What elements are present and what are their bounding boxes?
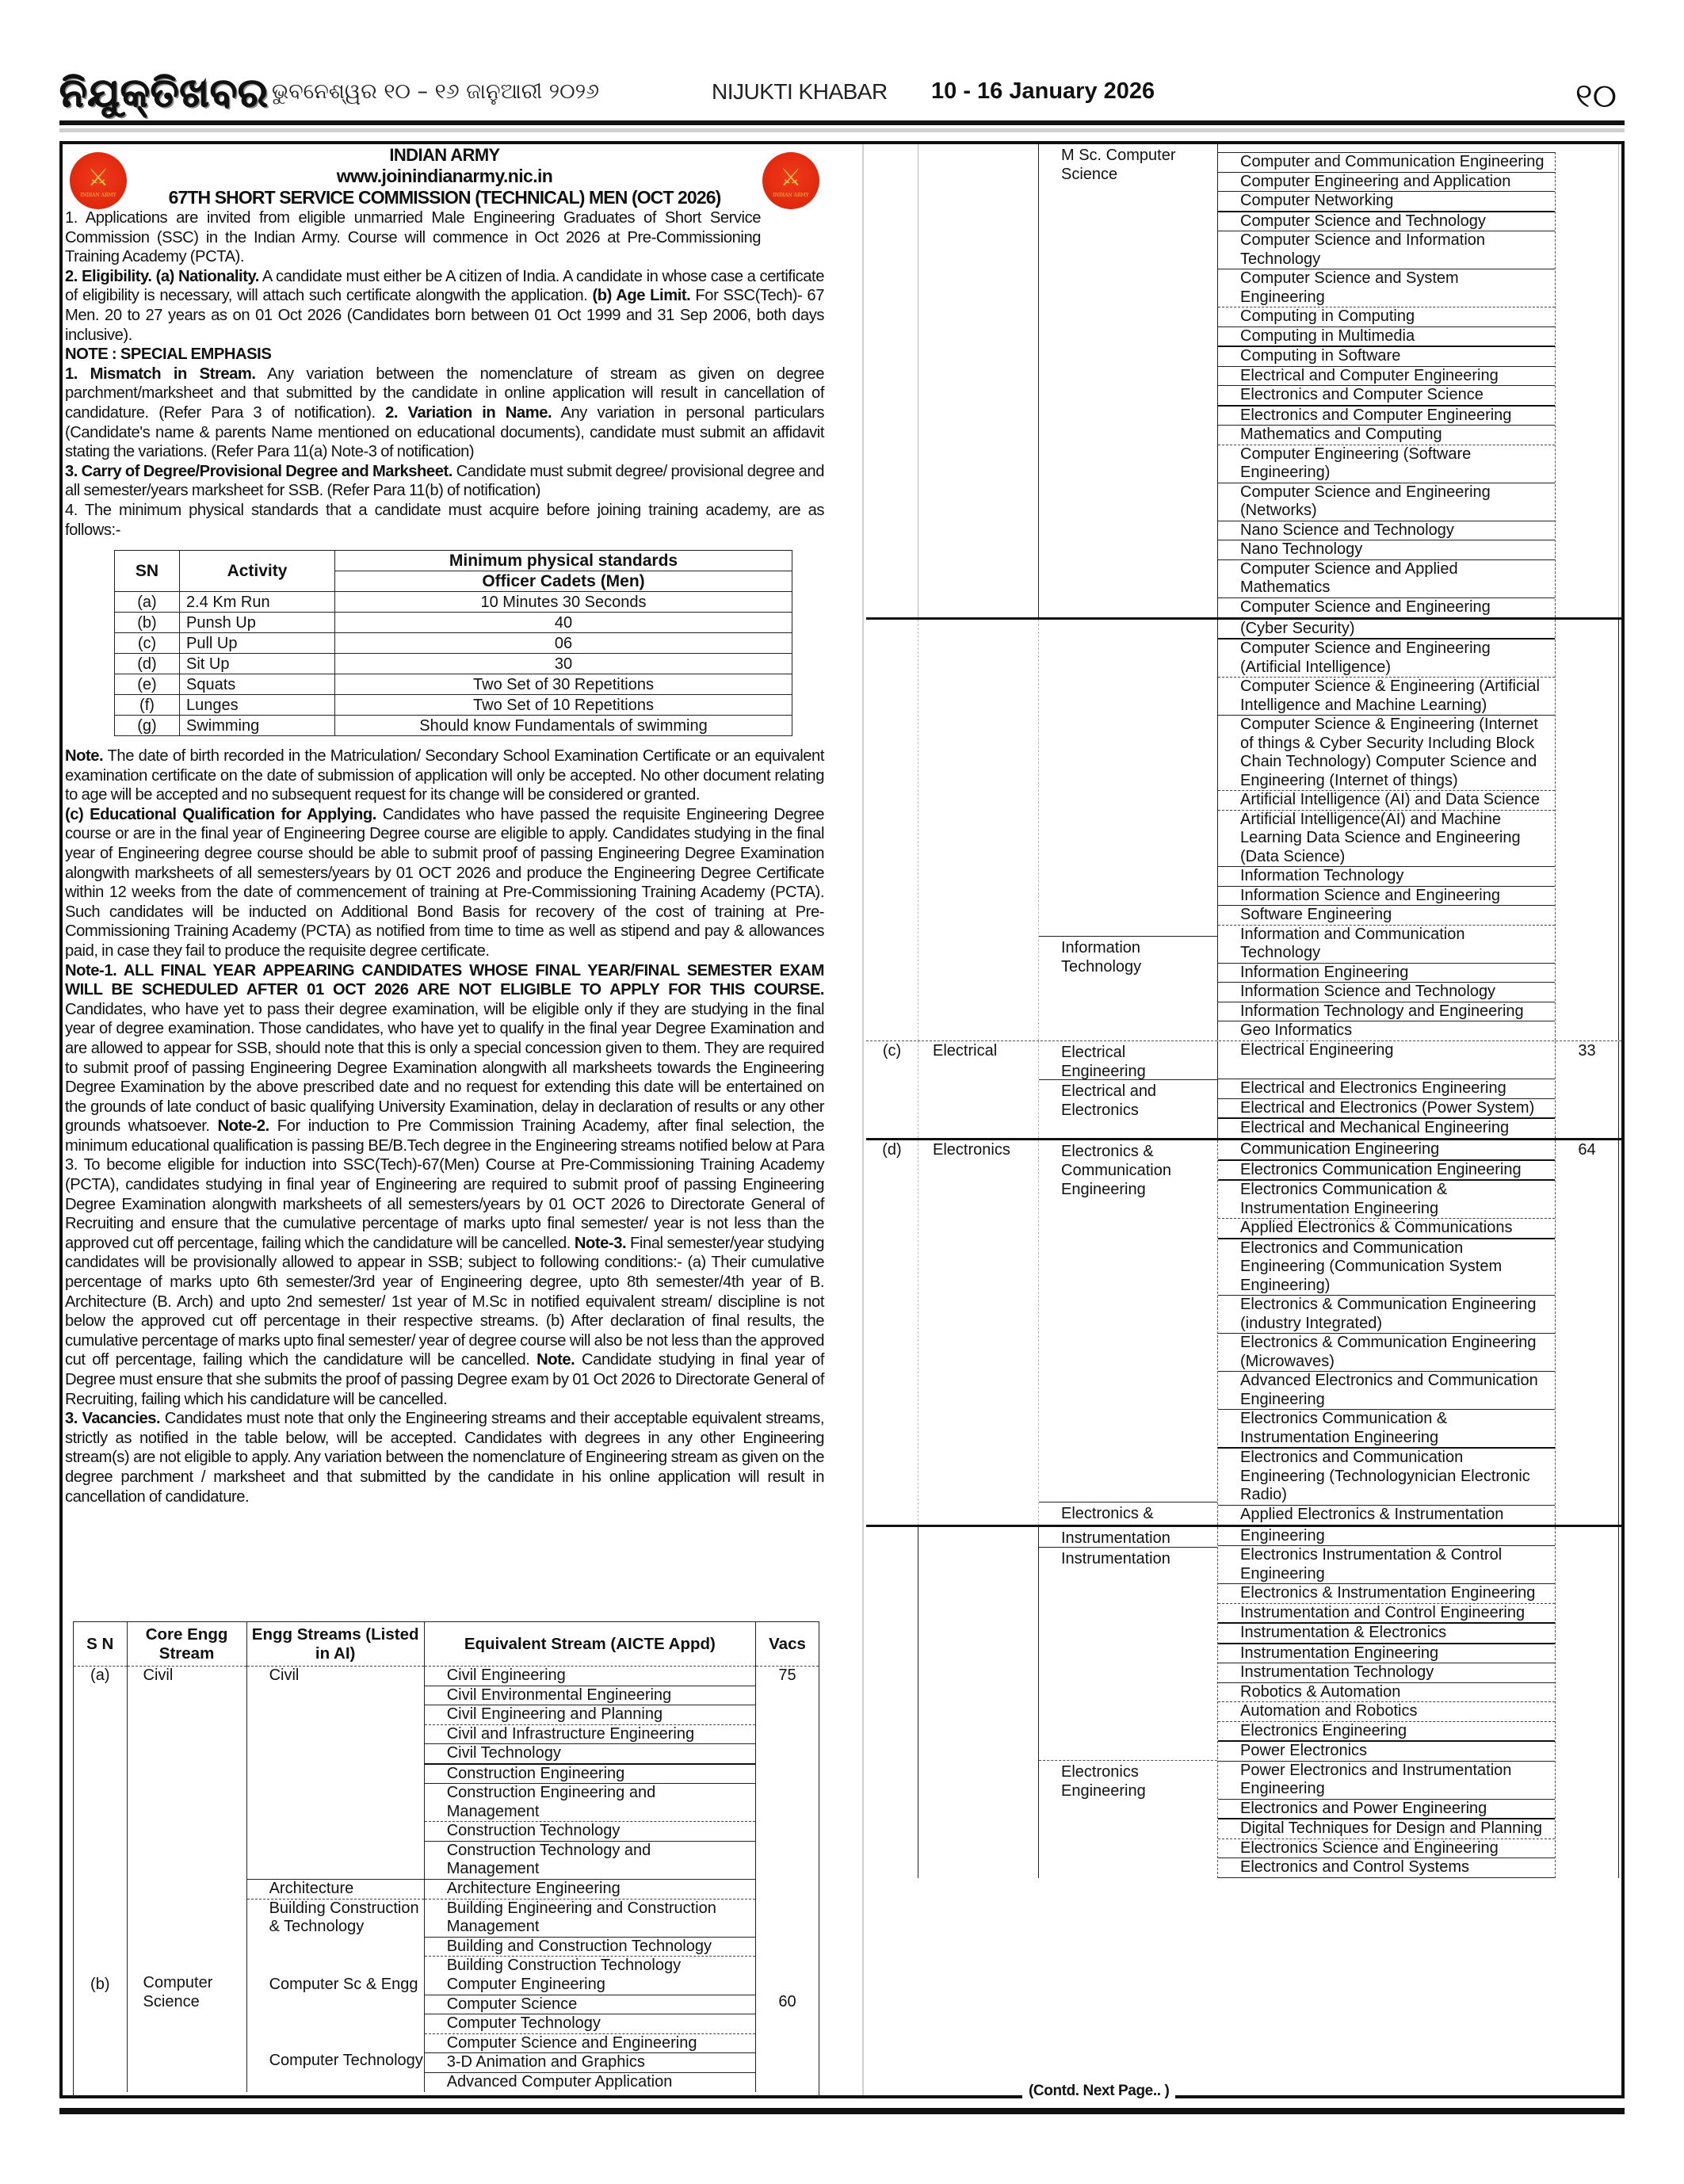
continued-label: (Contd. Next Page.. ) — [1022, 2083, 1175, 2100]
advert-title: 67TH SHORT SERVICE COMMISSION (TECHNICAL) MEN (OCT 2026) — [168, 187, 721, 208]
indian-army-emblem-icon: ⚔ INDIAN ARMY — [762, 152, 819, 209]
intro-text — [65, 208, 824, 540]
website-link[interactable]: www.joinindianarmy.nic.in — [336, 166, 553, 186]
para-education: (c) Educational Qualification for Applying. Candidates who have passed the requisite Engineering Degree course or are in the final year of Engineering Degree course are eligible to apply. Candidates studying in the final year of Engineering degree course should be able to submit proof of passing Engineering Degree Examination alongwith marksheets of all semesters/years by 01 OCT 2026 and produce the Engineering Degree Certificate within 12 weeks from the date of commencement of training at Pre-Commissioning Training Academy (PCTA). Such candidates will be inducted on Additional Bond Basis for recovery of the cost of training at Pre-Commissioning Training Academy (PCTA) as notified from time to time as well as stipend and pay & allowances paid, in case they fail to produce the requisite degree certificate. — [65, 805, 824, 960]
col-header-sn: S N — [74, 1622, 127, 1667]
para-carry-degree: 3. Carry of Degree/Provisional Degree and Marksheet. Candidate must submit degree/ provisional degree and all semester/years marksheet for SSB. (Refer Para 11(b) of notification) — [65, 462, 824, 500]
para-eligibility: 2. Eligibility. (a) Nationality. A candidate must either be A citizen of India. A candidate in whose case a certificate of eligibility is necessary, will attach such certificate alongwith the application. (b) Age Limit. For SSC(Tech)- 67 Men. 20 to 27 years as on 01 Oct 2026 (Candidates born between 01 Oct 1999 and 31 Sep 2006, both days inclusive). — [65, 267, 824, 344]
table-row: (c) Pull Up 06 — [115, 633, 792, 654]
vacancy-table — [73, 1621, 819, 2097]
table-row-computer-science: (b) Computer Sc & Engg Computer Technology Computer Engineering Computer Science Computer Technology Computer Science and Engineering 3-D Animation and Graphics Advanced Computer Application 60 — [74, 1976, 819, 2092]
col-header-officer-cadets: Officer Cadets (Men) — [335, 571, 792, 592]
table-row-civil: (a) Civil Computer Science Civil Civil Engineering Civil Environmental Engineering Civil Engineering and Planning Civil and Infrastructure Engineering Civil Technology Construction Engineering Construction Engineering and Management Construction Technology Construction Technology and Management 75 — [74, 1667, 819, 1880]
org-name: INDIAN ARMY — [389, 145, 500, 165]
column-divider — [862, 144, 864, 2095]
table-row-electrical: (c) Electrical Electrical Engineering Electrical and Electronics Electrical Engineering Electrical and Electronics Engineering Electrical and Electronics (Power System) Electrical and Mechanical Engineering 33 — [866, 1040, 1621, 1138]
para-applications: 1. Applications are invited from eligible unmarried Male Engineering Graduates of Short Service Commission (SSC) in the Indian Army. Course will commence in Oct 2026 at Pre-Commissioning Training Academy (PCTA). — [65, 209, 761, 266]
table-row-building: Building Construction & Technology Building Engineering and Construction Management Building and Construction Technology Building Construction Technology — [74, 1899, 819, 1976]
para-mismatch: 1. Mismatch in Stream. Any variation between the nomenclature of stream as given on degree parchment/marksheet and that submitted by the candidate in online application will result in cancellation of candidature. (Refer Para 3 of notification). 2. Variation in Name. Any variation in personal particulars (Candidate's name & parents Name mentioned on educational documents), candidate must submit an affidavit stating the variations. (Refer Para 11(a) Note-3 of notification) — [65, 365, 824, 461]
table-row: (g) Swimming Should know Fundamentals of swimming — [115, 716, 792, 736]
table-row-electronics: (d) Electronics Electronics & Communication Engineering Electronics & Communication Engineering Electronics Communication Engineering Electronics Communication & Instrumentation Engineering Applied Electronics & Communications Electronics and Communication Engineering (Communication System Engineering) Electronics & Communication Engineering (industry Integrated) Electronics & Communication Engineering (Microwaves) Advanced Electronics and Communication Engineering Electronics Communication & Instrumentation Engineering Electronics and Communication Engineering (Technologynician Electronic Radio) Applied Electronics & Instrumentation 64 — [866, 1138, 1621, 1525]
col-header-group: Minimum physical standards — [335, 551, 792, 571]
col-header-engg-streams: Engg Streams (Listed in AI) — [246, 1622, 424, 1667]
advert-heading — [65, 144, 824, 208]
table-row-msc-computer-science: M Sc. Computer Science Computer and Communication Engineering Computer Engineering and Application Computer Networking Computer Science and Technology Computer Science and Information Technology Computer Science and System Engineering Computing in Computing Computing in Multimedia Computing in Software Electrical and Computer Engineering Electronics and Computer Science Electronics and Computer Engineering Mathematics and Computing Computer Engineering (Software Engineering) Computer Science and Engineering (Networks) Nano Science and Technology Nano Technology Computer Science and Applied Mathematics Computer Science and Engineering — [866, 144, 1621, 617]
physical-standards-table — [114, 550, 792, 736]
para-dob-note: Note. The date of birth recorded in the Matriculation/ Secondary School Examination Certificate or an equivalent examination certificate on the date of submission of application will only be accepted. No other document relating to age will be accepted and no subsequent request for its change will be considered or granted. — [65, 747, 824, 804]
table-row: (a) 2.4 Km Run 10 Minutes 30 Seconds — [115, 592, 792, 613]
page-number: ୧୦ — [1575, 76, 1617, 115]
notes-section — [65, 746, 824, 1506]
left-column — [65, 144, 824, 1506]
crossed-swords-icon: ⚔ — [87, 165, 109, 191]
table-row: (d) Sit Up 30 — [115, 654, 792, 674]
note-heading: NOTE : SPECIAL EMPHASIS — [65, 346, 272, 364]
footer-rule — [59, 2108, 1625, 2114]
table-row-architecture: Architecture Architecture Engineering — [74, 1879, 819, 1899]
publication-name: NIJUKTI KHABAR — [712, 79, 888, 104]
newspaper-logo: ନିଯୁକ୍ତିଖବର — [59, 70, 269, 116]
table-row-instrumentation: Instrumentation Instrumentation Electronics Engineering Engineering Electronics Instrumentation & Control Engineering Electronics & Instrumentation Engineering Instrumentation and Control Engineering Instrumentation & Electronics Instrumentation Engineering Instrumentation Technology Robotics & Automation Automation and Robotics Electronics Engineering Power Electronics Power Electronics and Instrumentation Engineering Electronics and Power Engineering Digital Techniques for Design and Planning Electronics Science and Engineering Electronics and Control Systems — [866, 1525, 1621, 1878]
col-header-activity: Activity — [180, 551, 335, 592]
crossed-swords-icon: ⚔ — [780, 165, 802, 191]
para-notes: Note-1. ALL FINAL YEAR APPEARING CANDIDATES WHOSE FINAL YEAR/FINAL SEMESTER EXAM WILL BE SCHEDULED AFTER 01 OCT 2026 ARE NOT ELIGIBLE TO APPLY FOR THIS COURSE. Candidates, who have yet to pass their degree examination, will be eligible only if they are studying in the final year of degree examination. Those candidates, who have yet to qualify in the final year Degree Examination and are allowed to appear for SSB, should note that this is only a special concession given to them. They are required to submit proof of passing Engineering Degree Examination alongwith all marksheets towards the Engineering Degree Examination by the above prescribed date and no request for extending this date will be entertained on the grounds of late conduct of basic qualifying University Examination, delay in declaration of results or any other grounds whatsoever. Note-2. For induction to Pre Commission Training Academy, after final selection, the minimum educational qualification is passing BE/B.Tech degree in the Engineering streams notified below at Para 3. To become eligible for induction into SSC(Tech)-67(Men) Course at Pre-Commissioning Training Academy (PCTA), candidates studying in final year of Engineering are required to submit proof of passing Engineering Degree Examination alongwith marksheets of all semesters/years by 01 OCT 2026 to Directorate General of Recruiting and ensure that the cumulative percentage of marks upto final semester/ year is not less than the approved cut off percentage, failing which the candidature will be cancelled. Note-3. Final semester/year studying candidates will be provisionally allowed to appear in SSB; subject to following conditions:- (a) Their cumulative percentage of marks upto 6th semester/3rd year of Engineering degree, upto 8th semester/4th year of B. Architecture (B. Arch) and upto 2nd semester/ 1st year of M.Sc in notified equivalent stream/ discipline is not below the approved cut off percentage in their respective streams. (b) After declaration of final results, the cumulative percentage of marks upto final semester/ year of degree course will also be not less than the approved cut off percentage, failing which the candidature will be cancelled. Note. Candidate studying in final year of Degree must ensure that she submits the proof of passing Degree exam by 01 Oct 2026 to Directorate General of Recruiting, failing which his candidature will be cancelled. — [65, 961, 824, 1408]
col-header-sn: SN — [115, 551, 180, 592]
indian-army-emblem-icon: ⚔ INDIAN ARMY — [70, 152, 127, 209]
odia-dateline: ଭୁବନେଶ୍ୱର ୧୦ – ୧୬ ଜାନୁଆରୀ ୨୦୨୬ — [272, 79, 600, 104]
table-row: (f) Lunges Two Set of 10 Repetitions — [115, 695, 792, 716]
header-rule — [59, 120, 1625, 125]
col-header-vacs: Vacs — [756, 1622, 819, 1667]
table-row-cse-specialisations: Information Technology (Cyber Security) Computer Science and Engineering (Artificial Intelligence) Computer Science & Engineering (Artificial Intelligence and Machine Learning) Computer Science & Engineering (Internet of things & Cyber Security Including Block Chain Technology) Computer Science and Engineering (Internet of things) Artificial Intelligence (AI) and Data Science Artificial Intelligence(AI) and Machine Learning Data Science and Engineering (Data Science) Information Technology Information Science and Engineering Software Engineering Information and Communication Technology Information Engineering Information Science and Technology Information Technology and Engineering Geo Informatics — [866, 617, 1621, 1041]
publication-date: 10 - 16 January 2026 — [931, 78, 1155, 104]
table-row: (e) Squats Two Set of 30 Repetitions — [115, 674, 792, 695]
para-physical-intro: 4. The minimum physical standards that a candidate must acquire before joining training academy, are as follows:- — [65, 501, 824, 539]
table-row: (b) Punsh Up 40 — [115, 613, 792, 633]
masthead — [59, 70, 1625, 120]
col-header-core-stream: Core Engg Stream — [127, 1622, 246, 1667]
vacancy-table-continued — [866, 144, 1621, 1878]
para-vacancies: 3. Vacancies. Candidates must note that only the Engineering streams and their acceptable equivalent streams, strictly as notified in the table below, will be accepted. Candidates with degrees in any other Engineering stream(s) are not eligible to apply. Any variation between the nomenclature of Engineering stream as given on the degree parchment / marksheet and that submitted by the candidate in his online application will result in cancellation of candidature. — [65, 1410, 824, 1506]
header-rule-light — [59, 128, 1625, 132]
col-header-equivalent-stream: Equivalent Stream (AICTE Appd) — [424, 1622, 755, 1667]
